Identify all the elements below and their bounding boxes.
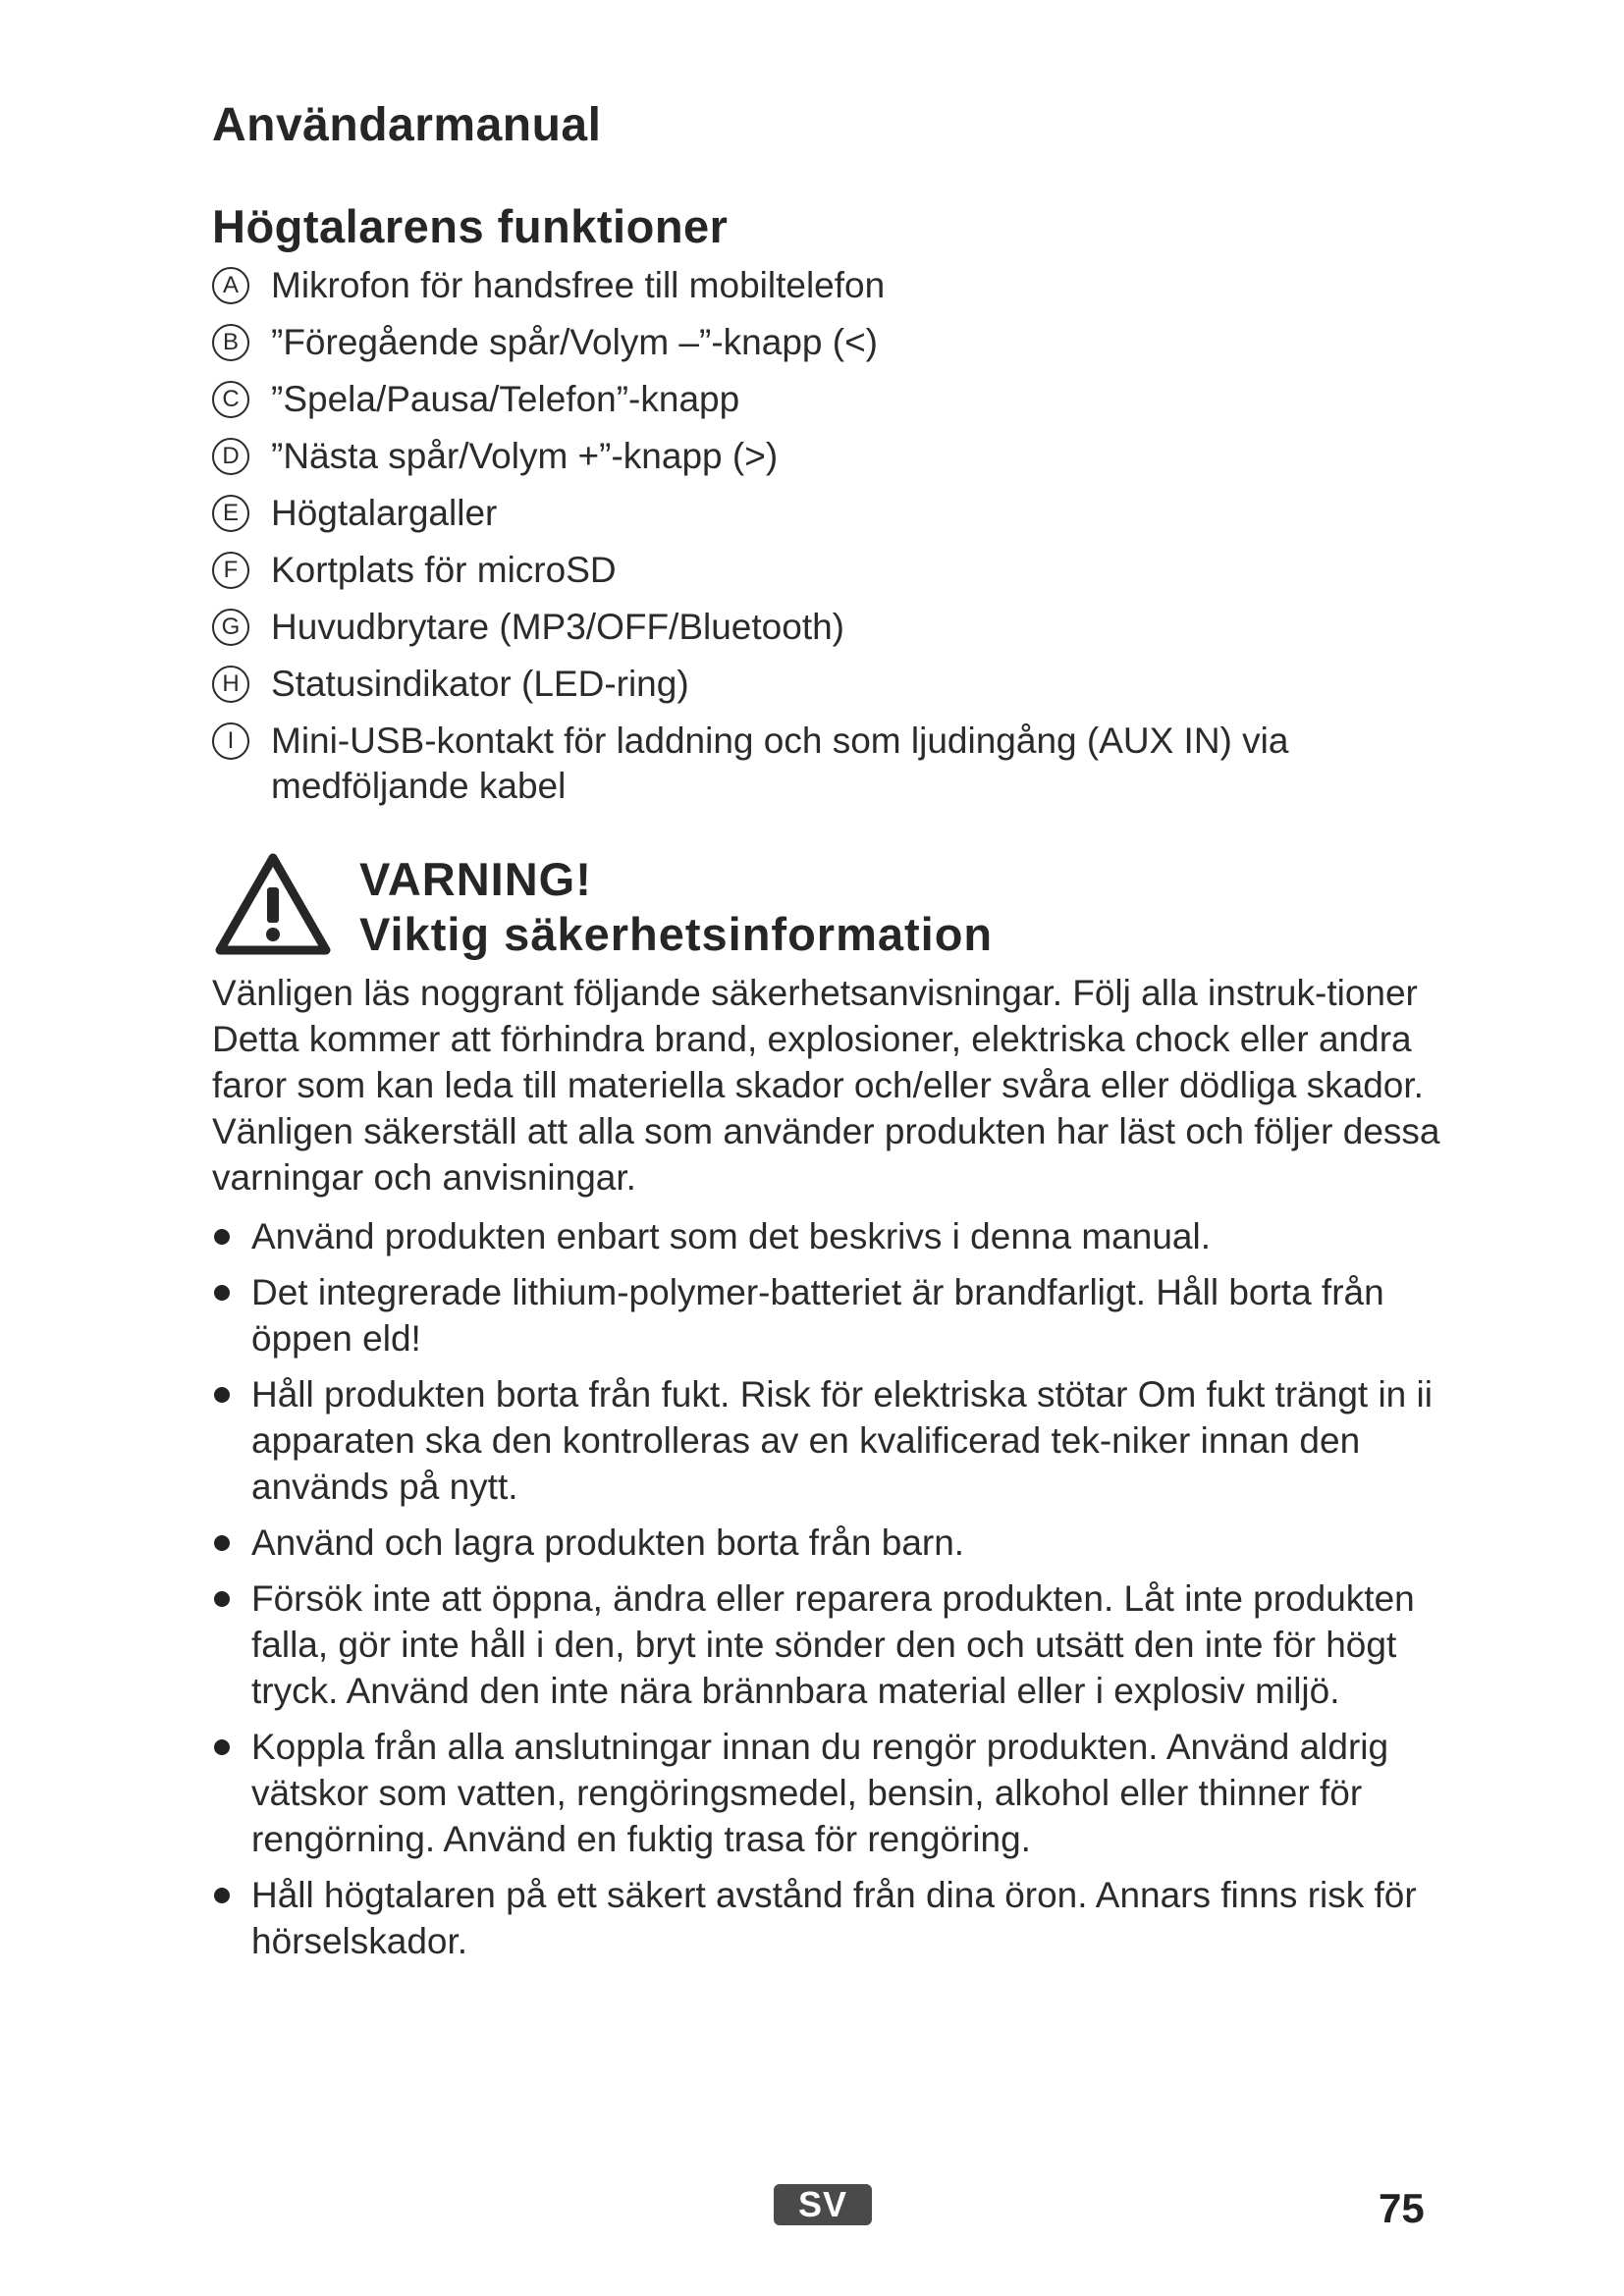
feature-item-g: [212, 605, 1439, 650]
feature-item-a: [212, 263, 1439, 308]
feature-item-d: [212, 434, 1439, 479]
feature-letter-badge: I: [212, 722, 249, 760]
feature-text: Mikrofon för handsfree till mobiltelefon: [271, 265, 886, 305]
feature-item-i: [212, 719, 1439, 809]
features-list: [212, 263, 1439, 821]
bullet-dot-icon: [214, 1591, 230, 1607]
safety-bullet-text: Använd produkten enbart som det beskrivs i denna manual.: [251, 1216, 1211, 1256]
bullet-dot-icon: [214, 1888, 230, 1903]
safety-bullet-item: [212, 1371, 1449, 1510]
bullet-dot-icon: [214, 1535, 230, 1551]
warning-subtitle: Viktig säkerhetsinformation: [359, 908, 994, 960]
feature-text: ”Föregående spår/Volym –”-knapp (<): [271, 322, 878, 362]
safety-bullet-item: [212, 1269, 1449, 1362]
safety-bullet-text: Använd och lagra produkten borta från barn.: [251, 1522, 965, 1563]
feature-item-c: [212, 377, 1439, 422]
warning-intro-paragraph: Vänligen läs noggrant följande säkerhetsanvisningar. Följ alla instruk-tioner Detta kommer att förhindra brand, explosioner, elektriska chock eller andra faror som kan leda till materiella skador och/eller svåra eller dödliga skador. Vänligen säkerställ att alla som använder produkten har läst och följer dessa varningar och anvisningar.: [212, 973, 1440, 1198]
safety-bullet-list: [212, 1213, 1449, 1974]
feature-letter-badge: A: [212, 267, 249, 304]
feature-letter-badge: F: [212, 552, 249, 589]
bullet-dot-icon: [214, 1739, 230, 1755]
feature-letter-badge: D: [212, 438, 249, 475]
feature-letter-badge: C: [212, 381, 249, 418]
feature-item-f: [212, 548, 1439, 593]
safety-bullet-text: Försök inte att öppna, ändra eller reparera produkten. Låt inte produkten falla, gör inte håll i den, bryt inte sönder den och utsätt den inte för högt tryck. Använd den inte nära brännbara material eller i explosiv miljö.: [251, 1578, 1415, 1711]
safety-bullet-item: [212, 1724, 1449, 1862]
feature-text: Högtalargaller: [271, 493, 498, 533]
feature-text: Mini-USB-kontakt för laddning och som ljudingång (AUX IN) via medföljande kabel: [271, 721, 1289, 806]
feature-text: Statusindikator (LED-ring): [271, 664, 689, 704]
feature-letter-badge: G: [212, 609, 249, 646]
bullet-dot-icon: [214, 1229, 230, 1245]
bullet-dot-icon: [214, 1285, 230, 1301]
safety-bullet-item: [212, 1575, 1449, 1714]
safety-bullet-text: Koppla från alla anslutningar innan du rengör produkten. Använd aldrig vätskor som vatten, rengöringsmedel, bensin, alkohol eller thinner för rengörning. Använd en fuktig trasa för rengöring.: [251, 1727, 1389, 1859]
feature-text: Kortplats för microSD: [271, 550, 617, 590]
feature-letter-badge: H: [212, 666, 249, 703]
feature-text: Huvudbrytare (MP3/OFF/Bluetooth): [271, 607, 844, 647]
safety-bullet-text: Håll produkten borta från fukt. Risk för elektriska stötar Om fukt trängt in ii apparaten ska den kontrolleras av en kvalificerad tek-niker innan den används på nytt.: [251, 1374, 1433, 1507]
safety-bullet-item: [212, 1872, 1449, 1964]
feature-text: ”Nästa spår/Volym +”-knapp (>): [271, 436, 779, 476]
safety-bullet-text: Det integrerade lithium-polymer-batteriet är brandfarligt. Håll borta från öppen eld!: [251, 1272, 1384, 1359]
feature-letter-badge: E: [212, 495, 249, 532]
safety-bullet-item: [212, 1213, 1449, 1259]
feature-item-e: [212, 491, 1439, 536]
feature-text: ”Spela/Pausa/Telefon”-knapp: [271, 379, 740, 419]
warning-header: [212, 852, 1439, 960]
feature-letter-badge: B: [212, 324, 249, 361]
warning-title: VARNING!: [359, 853, 592, 905]
bullet-dot-icon: [214, 1387, 230, 1403]
feature-item-h: [212, 662, 1439, 707]
safety-bullet-text: Håll högtalaren på ett säkert avstånd från dina öron. Annars finns risk för hörselskador.: [251, 1875, 1417, 1961]
safety-bullet-item: [212, 1520, 1449, 1566]
features-heading: Högtalarens funktioner: [212, 200, 729, 252]
page-number: 75: [1379, 2185, 1425, 2231]
page-title: Användarmanual: [212, 99, 602, 151]
language-badge: SV: [774, 2184, 872, 2225]
warning-triangle-icon: [214, 852, 332, 956]
feature-item-b: [212, 320, 1439, 365]
